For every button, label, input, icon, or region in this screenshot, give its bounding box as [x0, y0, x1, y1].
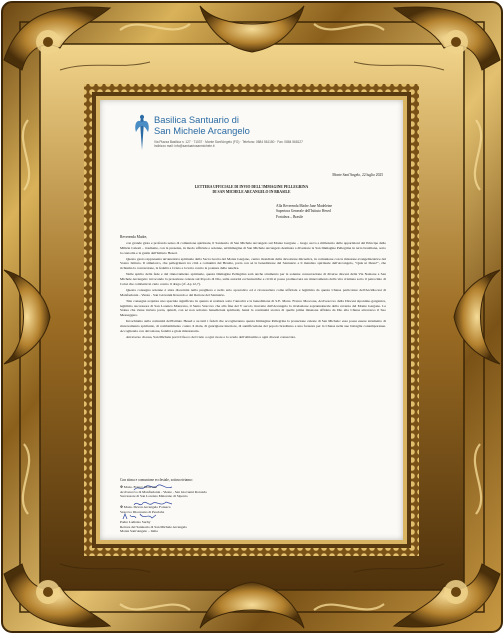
body-paragraph: Attraverso di essa, San Michele porti il fuoco del Cielo a ogni cuore e lo scudo dell'Altissimo a ogni diocesi consacrata.: [126, 334, 296, 339]
dateline: Monte Sant'Angelo, 22 luglio 2025: [332, 173, 383, 177]
signatory-title: Rettore del Santuario di San Michele Arcangelo: [120, 524, 188, 529]
signatory-moscone: [120, 485, 207, 499]
recipient-place: Fortaleza – Brasile: [276, 214, 304, 219]
signatory-title: Vescovo Diocesano di Pesciaba: [120, 509, 165, 514]
recipient-role: Superiora Generale dell'Istituto Hesed: [276, 209, 331, 214]
letter-paper: [100, 100, 403, 540]
letterhead-address: [154, 140, 303, 149]
archangel-logo: [134, 112, 150, 152]
recipient-name: Alla Reverenda Madre Jane Madeleine: [276, 204, 333, 208]
signatory-title: Monte Sant'Angelo – Italia: [120, 529, 158, 533]
letter-title-line2: DI SAN MICHELE ARCANGELO IN BRASILE: [212, 190, 291, 194]
basilica-name-line2: San Michele Arcangelo: [154, 125, 250, 136]
basilica-name: [154, 114, 250, 136]
body-paragraph: Nelle spirito della fede e del rinnovamento spirituale, questa Immagine Pellegrina sarà anche strumento per la solenne consacrazione di diverse diocesi della Via Nazione a San Michele Arcangelo: invocando la protezione celeste sul Popolo di Dio, sulle autorità ecclesiastiche e civili si possa promuovere un rinnovamento della vita cristiana sotto il patrocinio di Colui che combatté in cielo contro il drago (cf. Ap 12,7).: [120, 272, 386, 286]
address-line: Via Piazza Basilica n. 127 · 71037 · Monte Sant'Angelo (FG) · Telefono: 0884 561150 · Fax: 0884 568127: [154, 140, 303, 144]
salutation: Reverenda Madre,: [120, 235, 148, 239]
signatory-title: Arcivescovo di Manfredonia - Vieste - San Giovanni Rotondo: [120, 489, 207, 494]
signatory-name: Padre Ladislao Suchy: [120, 520, 151, 524]
body-paragraph: Questo gesto rappresenta un'autentica spirituale della Sacra Grotta del Monte Gargano, centro mondiale della devozione micaelica, in comunione con la missione evangelizzatrice del Vostro Istituto. Il simulacro, che pellegrinerà tra città e comunità del Brasile, porta con sé la benedizione del Santuario e il mandato spirituale dell'Arcangelo, "Quis ut Deus?", che richiama la conversione, la fedeltà a Cristo e la lotta contro le potenze delle tenebre.: [120, 256, 386, 271]
letter-title-line1: LETTERA UFFICIALE DI INVIO DELL'IMMAGINE PELLEGRINA: [194, 185, 309, 189]
signatory-suchy: [120, 520, 187, 534]
body-paragraph: Questa consegna solenne è stata discernita nella preghiera e nello zelo apostolico ed è riconosciuta come ufficiale e legittima da questa Chiesa particolare dell'Arcidiocesi di Manfredonia - Vieste - San Giovanni Rotondo e del Rettore del Santuario.: [120, 287, 386, 297]
body-paragraph: con grande gioia e profondo senso di comunione spirituale, il Santuario di San Michele Arcangelo sul Monte Gargano – luogo sacro e millenario delle apparizioni del Principe delle Milizie Celesti – trasmette, con la presente, in modo ufficiale e solenne, un'immagine di San Michele Arcangelo destinata a diventare la San Immagine Pellegrina in terra brasiliana, sotto la custodia e la guida dell'Istituto Hesed.: [120, 241, 386, 255]
letter-body: [120, 241, 386, 341]
email-line: Indirizzo mail: info@santuariosanmichele.it: [154, 144, 215, 149]
closing-line: Con stima e comunione ecclesiale, sottoscriviamo:: [120, 478, 193, 482]
recipient-block: [276, 204, 332, 220]
basilica-name-line1: Basilica Santuario di: [154, 114, 239, 125]
body-paragraph: Tale consegna acquista uno speciale significato in quanto si realizza sotto l'autorità e la benedizione di S.E. Mons. Franco Moscone, Arcivescovo della Diocesi sipontino-garganica, legittimo successore di San Lorenzo Maiorano, il Santo Vescovo che alla fine del V secolo ricevette dall'Arcangelo la rivelazione soprannaturale della caverna del Monte Gargano. La Statua che viene inviata porta, quindi, con sé non soltanto benedizioni spirituali, bensì la continuità storica di quella prima missione affidata da Dio alla Chiesa attraverso il Suo Messaggero.: [120, 298, 386, 318]
body-paragraph: Invochiamo sulla comunità dell'Istituto Hesed e su tutti i fedeli che accoglieranno questa Immagine Pellegrina la protezione celeste di San Michele: essa possa essere strumento di rinnovamento spirituale, di combattimento contro il male, di guarigione interiore, di santificazione del popolo brasiliano e una fortezza per la Chiesa nelle sue battaglie contemporanee. Accoglietela con devozione, fedeltà e gioia missionaria.: [120, 319, 386, 333]
signatory-name: ✠ Mons. Franco Moscone: [120, 485, 157, 489]
signatory-name: ✠ Mons. Devon Arcangelo Fonseca: [120, 505, 171, 509]
signatory-title: Successore di San Lorenzo Maiorano di Siponto: [120, 494, 188, 498]
